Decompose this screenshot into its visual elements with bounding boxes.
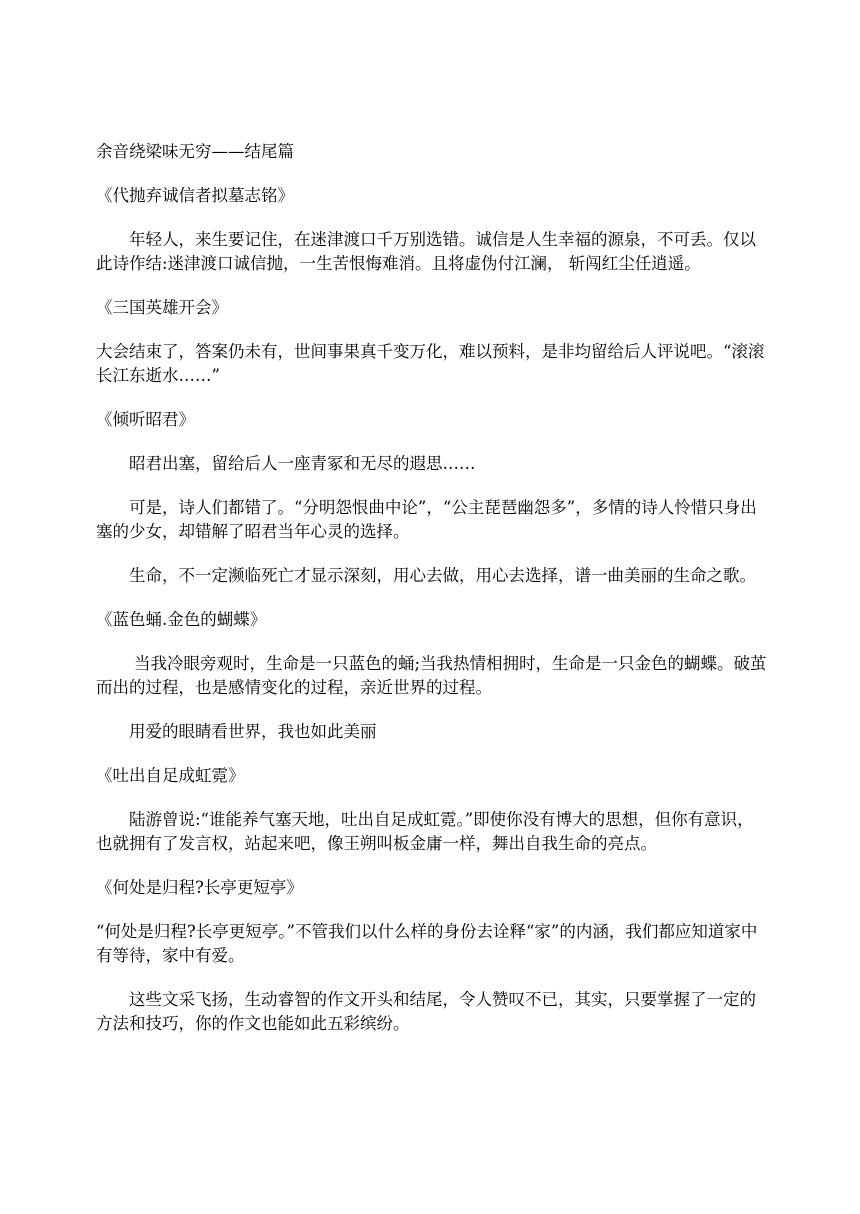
- paragraph-zhaojun-1: 昭君出塞，留给后人一座青冢和无尽的遐思……: [129, 454, 476, 473]
- paragraph-rainbow: 陆游曾说:“谁能养气塞天地，吐出自足成虹霓。”即使你没有博大的思想，但你有意识，也就拥有了发言权，站起来吧，像王朔叫板金庸一样，舞出自我生命的亮点。: [96, 810, 754, 853]
- paragraph-return-1: “何处是归程?长亭更短亭。”不管我们以什么样的身份去诠释“家”的内涵，我们都应知道家中有等待，家中有爱。: [96, 922, 758, 965]
- section-heading-rainbow: 《吐出自足成虹霓》: [96, 766, 245, 785]
- paragraph-butterfly-2: 用爱的眼睛看世界，我也如此美丽: [129, 722, 377, 741]
- section-heading-zhaojun: 《倾听昭君》: [96, 410, 195, 429]
- section-heading-return: 《何处是归程?长亭更短亭》: [96, 878, 303, 897]
- paragraph-zhaojun-2: 可是，诗人们都错了。“分明怨恨曲中论”，“公主琵琶幽怨多”，多情的诗人怜惜只身出塞的少女，却错解了昭君当年心灵的选择。: [96, 498, 757, 541]
- section-heading-butterfly: 《蓝色蛹.金色的蝴蝶》: [96, 610, 267, 629]
- document-title: 余音绕梁味无穷——结尾篇: [96, 142, 294, 161]
- section-heading-epitaph: 《代抛弃诚信者拟墓志铭》: [96, 186, 294, 205]
- paragraph-three-kingdoms: 大会结束了，答案仍未有，世间事果真千变万化，难以预料，是非均留给后人评说吧。“滚滚长江东逝水……”: [96, 342, 765, 385]
- paragraph-return-2: 这些文采飞扬，生动睿智的作文开头和结尾，令人赞叹不已，其实，只要掌握了一定的方法和技巧，你的作文也能如此五彩缤纷。: [96, 990, 756, 1033]
- paragraph-zhaojun-3: 生命，不一定濒临死亡才显示深刻，用心去做，用心去选择，谱一曲美丽的生命之歌。: [129, 566, 756, 585]
- paragraph-butterfly-1: 当我冷眼旁观时，生命是一只蓝色的蛹;当我热情相拥时，生命是一只金色的蝴蝶。破茧而出的过程，也是感情变化的过程，亲近世界的过程。: [96, 654, 767, 697]
- paragraph-epitaph: 年轻人，来生要记住，在迷津渡口千万别选错。诚信是人生幸福的源泉，不可丢。仅以此诗作结:迷津渡口诚信抛，一生苦恨悔难消。且将虚伪付江澜， 斩闯红尘任逍遥。: [96, 230, 756, 273]
- document-body: [96, 140, 768, 1056]
- section-heading-three-kingdoms: 《三国英雄开会》: [96, 298, 228, 317]
